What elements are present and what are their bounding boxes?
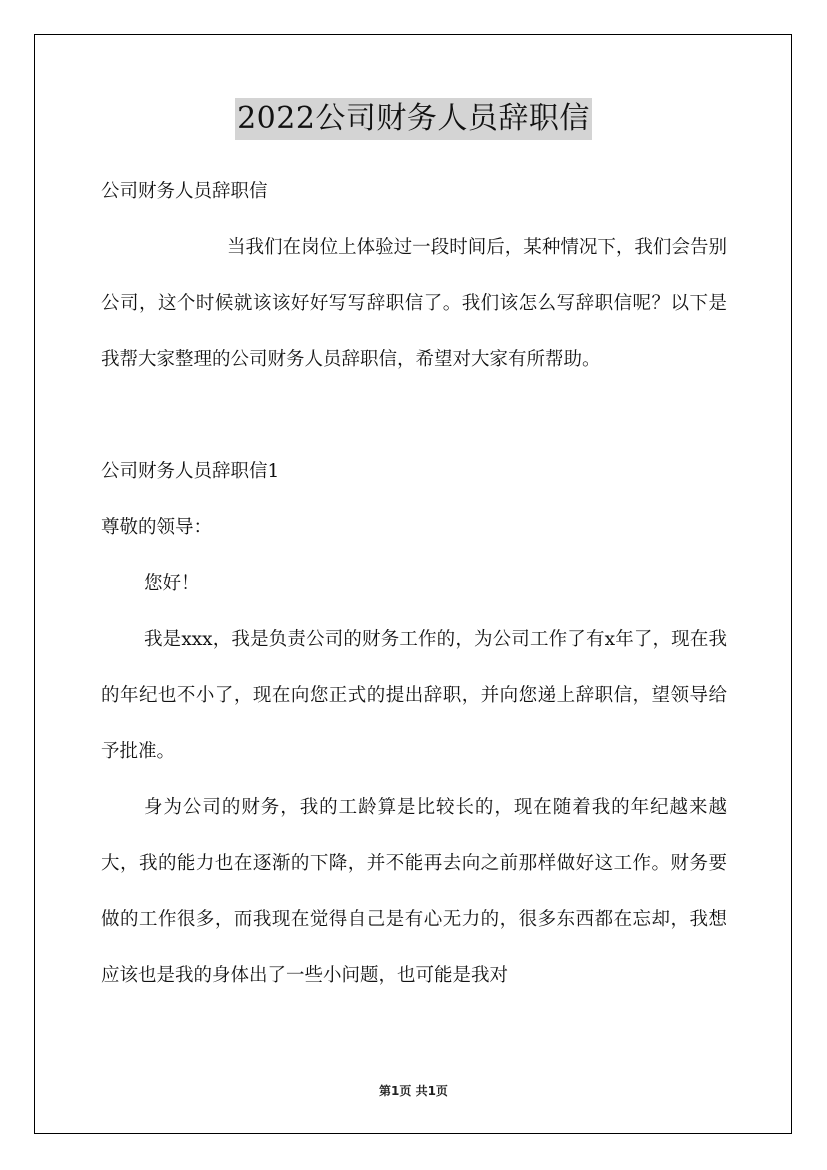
document-title: 2022公司财务人员辞职信 — [235, 98, 592, 140]
page-number-footer: 第1页 共1页 — [379, 1084, 448, 1098]
greeting: 您好！ — [144, 573, 200, 594]
body-paragraph: 我是xxx，我是负责公司的财务工作的，为公司工作了有x年了，现在我的年纪也不小了，现在向您正式的提出辞职，并向您递上辞职信，望领导给予批准。 — [101, 629, 727, 762]
salutation: 尊敬的领导： — [101, 517, 213, 538]
blank-line — [101, 388, 727, 444]
letter-heading: 公司财务人员辞职信1 — [101, 461, 280, 482]
document-body — [101, 164, 727, 1004]
section-heading: 公司财务人员辞职信 — [101, 181, 268, 202]
intro-paragraph: 当我们在岗位上体验过一段时间后，某种情况下，我们会告别公司，这个时候就该该好好写写辞职信了。我们该怎么写辞职信呢？以下是我帮大家整理的公司财务人员辞职信，希望对大家有所帮助。 — [101, 237, 727, 370]
title-container — [0, 98, 827, 140]
body-paragraph: 身为公司的财务，我的工龄算是比较长的，现在随着我的年纪越来越大，我的能力也在逐渐的下降，并不能再去向之前那样做好这工作。财务要做的工作很多，而我现在觉得自己是有心无力的，很多东西都在忘却，我想应该也是我的身体出了一些小问题，也可能是我对 — [101, 797, 727, 986]
